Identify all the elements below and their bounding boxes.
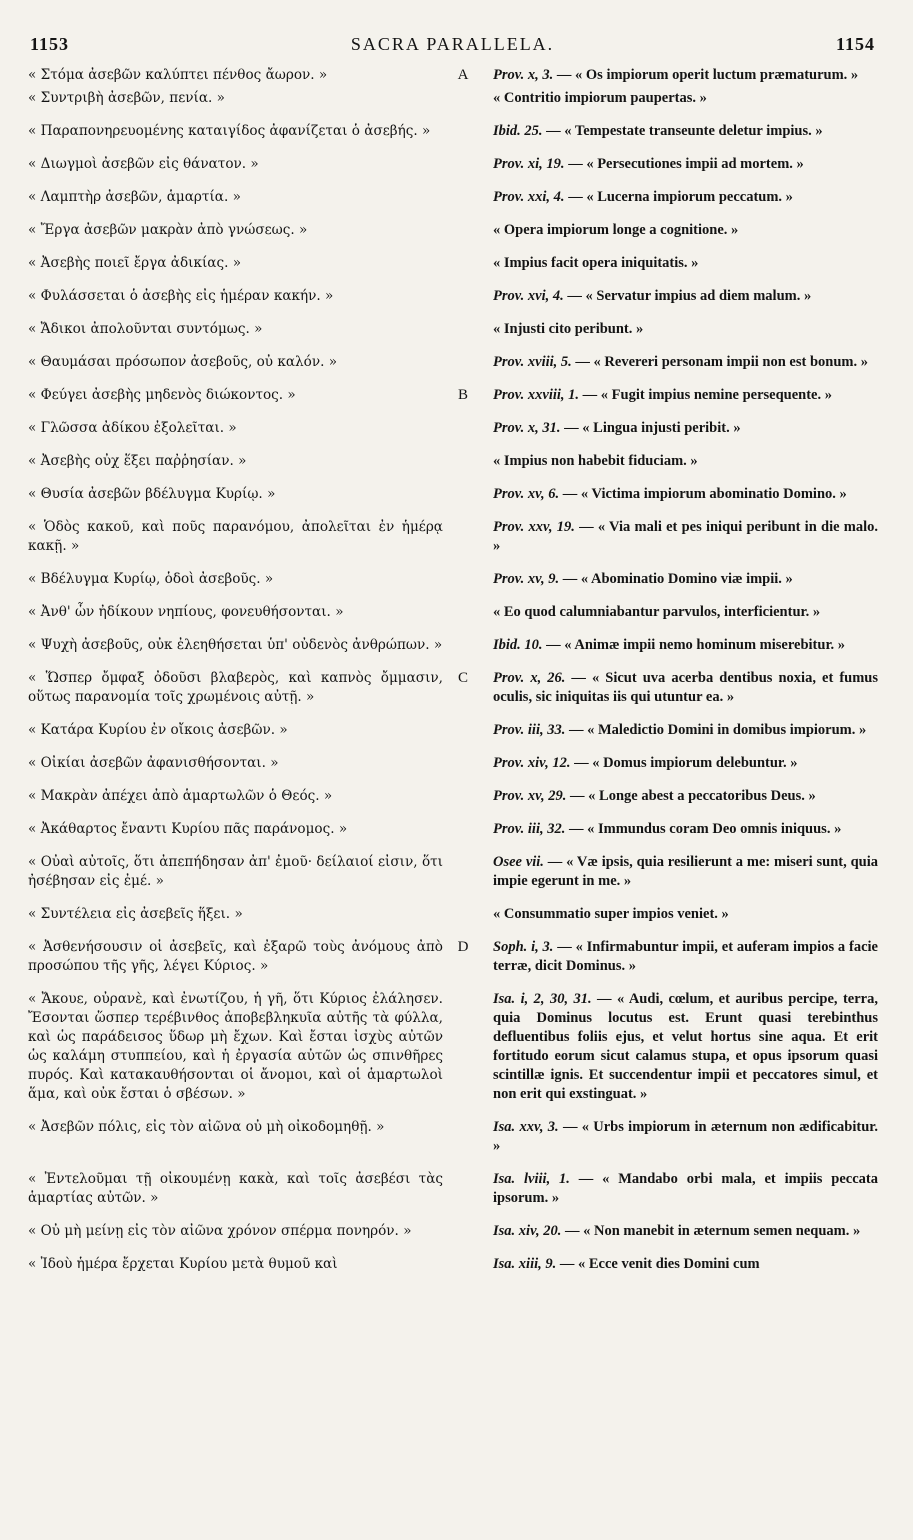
row-spacer <box>28 740 878 754</box>
latin-text <box>493 1255 878 1274</box>
verse-row <box>28 287 878 306</box>
verse-row <box>28 1118 878 1156</box>
row-spacer <box>28 405 878 419</box>
scripture-reference: Prov. iii, 32. <box>493 821 566 837</box>
greek-text: « Γλῶσσα ἀδίκου ἐξολεῖται. » <box>28 420 237 436</box>
latin-verse: « Opera impiorum longe a cognitione. » <box>493 222 739 238</box>
latin-verse: — « Via mali et pes iniqui peribunt in die malo. » <box>493 519 878 554</box>
latin-verse: — « Revereri personam impii non est bonum. » <box>575 354 868 370</box>
row-spacer <box>28 108 878 122</box>
greek-text: « Μακρὰν ἀπέχει ἀπὸ ἁμαρτωλῶν ὁ Θεός. » <box>28 788 333 804</box>
latin-text <box>493 89 878 108</box>
latin-verse: « Impius non habebit fiduciam. » <box>493 453 698 469</box>
verse-row <box>28 787 878 806</box>
greek-text: « Φυλάσσεται ὁ ἀσεβὴς εἰς ἡμέραν κακήν. » <box>28 288 334 304</box>
row-spacer <box>28 207 878 221</box>
greek-text: « Ὁδὸς κακοῦ, καὶ ποῦς παρανόμου, ἀπολεῖται ἐν ἡμέρᾳ κακῇ. » <box>28 519 443 554</box>
verse-row <box>28 122 878 141</box>
row-spacer <box>28 471 878 485</box>
scripture-reference: Prov. xviii, 5. <box>493 354 572 370</box>
scripture-reference: Isa. lviii, 1. <box>493 1171 570 1187</box>
scripture-reference: Prov. xvi, 4. <box>493 288 564 304</box>
latin-verse: « Eo quod calumniabantur parvulos, interficientur. » <box>493 604 821 620</box>
latin-verse: — « Persecutiones impii ad mortem. » <box>568 156 804 172</box>
greek-text: « Στόμα ἀσεβῶν καλύπτει πένθος ἄωρον. » <box>28 67 328 83</box>
latin-verse: — « Mandabo orbi mala, et impiis peccata ipsorum. » <box>493 1171 878 1206</box>
latin-text <box>493 518 878 556</box>
latin-verse: — « Fugit impius nemine persequente. » <box>582 387 832 403</box>
row-spacer <box>28 589 878 603</box>
latin-text <box>493 820 878 839</box>
verse-row <box>28 721 878 740</box>
greek-text: « Ἄδικοι ἀπολοῦνται συντόμως. » <box>28 321 263 337</box>
latin-text <box>493 853 878 891</box>
latin-text <box>493 938 878 976</box>
parallel-columns <box>28 66 878 1274</box>
running-title: SACRA PARALLELA. <box>350 34 555 54</box>
latin-text <box>493 122 878 141</box>
row-spacer <box>28 976 878 990</box>
latin-text <box>493 221 878 240</box>
greek-text: « Ἀκάθαρτος ἔναντι Κυρίου πᾶς παράνομος. » <box>28 821 348 837</box>
scripture-reference: Ibid. 25. <box>493 123 543 139</box>
verse-row <box>28 386 878 405</box>
row-spacer <box>28 924 878 938</box>
row-spacer <box>28 1208 878 1222</box>
latin-text <box>493 254 878 273</box>
scripture-reference: Prov. xv, 6. <box>493 486 560 502</box>
row-spacer <box>28 1104 878 1118</box>
greek-text: « Οὐαὶ αὐτοῖς, ὅτι ἀπεπήδησαν ἀπ' ἐμοῦ· δείλαιοί εἰσιν, ὅτι ἠσέβησαν εἰς ἐμέ. » <box>28 854 443 889</box>
latin-text <box>493 1222 878 1241</box>
row-spacer <box>28 707 878 721</box>
greek-text: « Θαυμάσαι πρόσωπον ἀσεβοῦς, οὐ καλόν. » <box>28 354 338 370</box>
latin-text <box>493 570 878 589</box>
row-spacer <box>28 240 878 254</box>
greek-text: « Ἀσεβὴς οὐχ ἕξει παῤῥησίαν. » <box>28 453 247 469</box>
latin-text <box>493 1170 878 1208</box>
latin-verse: « Contritio impiorum paupertas. » <box>493 90 707 106</box>
latin-verse: « Injusti cito peribunt. » <box>493 321 644 337</box>
verse-row <box>28 636 878 655</box>
row-spacer <box>28 1156 878 1170</box>
latin-text <box>493 485 878 504</box>
verse-row <box>28 254 878 273</box>
verse-row <box>28 570 878 589</box>
verse-row <box>28 754 878 773</box>
verse-row <box>28 221 878 240</box>
greek-text: « Ἄκουε, οὐρανὲ, καὶ ἐνωτίζου, ἡ γῆ, ὅτι Κύριος ἐλάλησεν. Ἔσονται ὥσπερ τερέβινθος ἀποβεβληκυῖα αὐτῆς τὰ φύλλα, καὶ ὡς παράδεισος ὕδωρ μὴ ἔχων. Καὶ ἔσται ἰσχὺς αὐτῶν ὡς καλάμη στυππείου, καὶ ἡ ἐργασία αὐτῶν ὡς σπινθῆρες πυρός. Καὶ κατακαυθήσονται οἱ ἄνομοι, καὶ οἱ ἁμαρτωλοὶ ἅμα, καὶ οὐκ ἔσται ὁ σβέσων. » <box>28 991 443 1102</box>
row-spacer <box>28 306 878 320</box>
verse-row <box>28 518 878 556</box>
latin-verse: « Impius facit opera iniquitatis. » <box>493 255 699 271</box>
latin-verse: — « Domus impiorum delebuntur. » <box>574 755 798 771</box>
latin-verse: — « Os impiorum operit luctum præmaturum. » <box>556 67 859 83</box>
greek-text: « Ἀσεβὴς ποιεῖ ἔργα ἀδικίας. » <box>28 255 242 271</box>
section-marker: C <box>457 670 468 686</box>
latin-text <box>493 452 878 471</box>
verse-row <box>28 155 878 174</box>
verse-row <box>28 452 878 471</box>
row-spacer <box>28 438 878 452</box>
latin-verse: — « Sicut uva acerba dentibus noxia, et fumus oculis, sic iniquitas iis qui utuntur ea. » <box>493 670 878 705</box>
latin-verse: — « Lucerna impiorum peccatum. » <box>568 189 793 205</box>
verse-row <box>28 89 878 108</box>
verse-row <box>28 853 878 891</box>
latin-verse: — « Victima impiorum abominatio Domino. » <box>562 486 847 502</box>
latin-verse: — « Abominatio Domino viæ impii. » <box>562 571 793 587</box>
row-spacer <box>28 174 878 188</box>
greek-text: « Παραπονηρευομένης καταιγίδος ἀφανίζεται ὁ ἀσεβής. » <box>28 123 431 139</box>
scripture-reference: Soph. i, 3. <box>493 939 554 955</box>
latin-text <box>493 905 878 924</box>
latin-text <box>493 721 878 740</box>
row-spacer <box>28 839 878 853</box>
scripture-reference: Prov. x, 26. <box>493 670 566 686</box>
row-spacer <box>28 891 878 905</box>
verse-row <box>28 320 878 339</box>
greek-text: « Συντέλεια εἰς ἀσεβεῖς ἥξει. » <box>28 906 243 922</box>
verse-row <box>28 1170 878 1208</box>
scripture-reference: Isa. xiv, 20. <box>493 1223 562 1239</box>
verse-row <box>28 603 878 622</box>
latin-text <box>493 636 878 655</box>
verse-row <box>28 905 878 924</box>
latin-verse: — « Tempestate transeunte deletur impius. » <box>546 123 823 139</box>
greek-text: « Οὐ μὴ μείνῃ εἰς τὸν αἰῶνα χρόνον σπέρμα πονηρόν. » <box>28 1223 412 1239</box>
greek-text: « Ἀσεβῶν πόλις, εἰς τὸν αἰῶνα οὐ μὴ οἰκοδομηθῇ. » <box>28 1119 385 1135</box>
latin-text <box>493 287 878 306</box>
latin-verse: — « Ecce venit dies Domini cum <box>559 1256 760 1272</box>
row-spacer <box>28 773 878 787</box>
latin-verse: — « Maledictio Domini in domibus impiorum. » <box>568 722 867 738</box>
scripture-reference: Prov. xxv, 19. <box>493 519 575 535</box>
row-spacer <box>28 372 878 386</box>
latin-verse: — « Urbs impiorum in æternum non ædificabitur. » <box>493 1119 879 1154</box>
row-spacer <box>28 556 878 570</box>
scripture-reference: Prov. xxviii, 1. <box>493 387 580 403</box>
latin-text <box>493 787 878 806</box>
scripture-reference: Ibid. 10. <box>493 637 543 653</box>
latin-text <box>493 603 878 622</box>
scripture-reference: Prov. xxi, 4. <box>493 189 565 205</box>
greek-text: « Ὥσπερ ὄμφαξ ὀδοῦσι βλαβερὸς, καὶ καπνὸς ὄμμασιν, οὕτως παρανομία τοῖς χρωμένοις αὐτῇ. » <box>28 670 443 705</box>
greek-text: « Φεύγει ἀσεβὴς μηδενὸς διώκοντος. » <box>28 387 296 403</box>
scripture-reference: Isa. i, 2, 30, 31. <box>493 991 592 1007</box>
section-marker: B <box>457 387 468 403</box>
greek-text: « Ψυχὴ ἀσεβοῦς, οὐκ ἐλεηθήσεται ὑπ' οὐδενὸς ἀνθρώπων. » <box>28 637 443 653</box>
greek-text: « Διωγμοὶ ἀσεβῶν εἰς θάνατον. » <box>28 156 259 172</box>
verse-row <box>28 990 878 1104</box>
latin-verse: — « Audi, cœlum, et auribus percipe, terra, quia Dominus locutus est. Erunt quasi terebinthus defluentibus foliis ejus, et velut hortus sine aqua. Et erit fortitudo eorum sicut calamus stupa, et opus ipsorum quasi scintillæ ignis. Et succendentur impii et peccatores simul, et non erit qui exstinguat. » <box>493 991 878 1102</box>
latin-verse: — « Infirmabuntur impii, et auferam impios a facie terræ, dicit Dominus. » <box>493 939 878 974</box>
latin-text <box>493 320 878 339</box>
section-marker: A <box>457 67 469 83</box>
verse-row <box>28 820 878 839</box>
page-header <box>30 34 875 60</box>
scripture-reference: Prov. xiv, 12. <box>493 755 571 771</box>
latin-verse: — « Lingua injusti peribit. » <box>564 420 741 436</box>
greek-text: « Οἰκίαι ἀσεβῶν ἀφανισθήσονται. » <box>28 755 279 771</box>
latin-text <box>493 386 878 405</box>
latin-text <box>493 990 878 1104</box>
row-spacer <box>28 339 878 353</box>
page-number-left: 1153 <box>30 34 70 54</box>
latin-verse: — « Servatur impius ad diem malum. » <box>567 288 812 304</box>
verse-row <box>28 938 878 976</box>
scripture-reference: Osee vii. <box>493 854 544 870</box>
scripture-reference: Isa. xxv, 3. <box>493 1119 559 1135</box>
scripture-reference: Isa. xiii, 9. <box>493 1256 557 1272</box>
scripture-reference: Prov. x, 31. <box>493 420 561 436</box>
latin-text <box>493 419 878 438</box>
greek-text: « Συντριβὴ ἀσεβῶν, πενία. » <box>28 90 226 106</box>
verse-row <box>28 188 878 207</box>
page-number-right: 1154 <box>835 34 875 54</box>
greek-text: « Ἀσθενήσουσιν οἱ ἀσεβεῖς, καὶ ἐξαρῶ τοὺς ἀνόμους ἀπὸ προσώπου τῆς γῆς, λέγει Κύριος. » <box>28 939 443 974</box>
scripture-reference: Prov. xv, 9. <box>493 571 560 587</box>
latin-text <box>493 754 878 773</box>
greek-text: « Ἔργα ἀσεβῶν μακρὰν ἀπὸ γνώσεως. » <box>28 222 308 238</box>
latin-verse: — « Longe abest a peccatoribus Deus. » <box>570 788 816 804</box>
latin-verse: — « Væ ipsis, quia resilierunt a me: miseri sunt, quia impie egerunt in me. » <box>493 854 879 889</box>
latin-verse: « Consummatio super impios veniet. » <box>493 906 729 922</box>
scripture-reference: Prov. xv, 29. <box>493 788 567 804</box>
row-spacer <box>28 504 878 518</box>
row-spacer <box>28 622 878 636</box>
verse-row <box>28 419 878 438</box>
greek-text: « Βδέλυγμα Κυρίῳ, ὁδοὶ ἀσεβοῦς. » <box>28 571 274 587</box>
greek-text: « Κατάρα Κυρίου ἐν οἴκοις ἀσεβῶν. » <box>28 722 288 738</box>
verse-row <box>28 1222 878 1241</box>
row-spacer <box>28 1241 878 1255</box>
latin-text <box>493 1118 878 1156</box>
latin-text <box>493 669 878 707</box>
latin-text <box>493 66 878 85</box>
latin-verse: — « Non manebit in æternum semen nequam. » <box>564 1223 861 1239</box>
greek-text: « Ἀνθ' ὧν ἠδίκουν νηπίους, φονευθήσονται. » <box>28 604 344 620</box>
row-spacer <box>28 141 878 155</box>
greek-text: « Ἐντελοῦμαι τῇ οἰκουμένῃ κακὰ, καὶ τοῖς ἀσεβέσι τὰς ἁμαρτίας αὐτῶν. » <box>28 1171 443 1206</box>
verse-row <box>28 353 878 372</box>
scripture-reference: Prov. iii, 33. <box>493 722 566 738</box>
row-spacer <box>28 806 878 820</box>
greek-text: « Λαμπτὴρ ἀσεβῶν, ἁμαρτία. » <box>28 189 241 205</box>
greek-text: « Ἰδοὺ ἡμέρα ἔρχεται Κυρίου μετὰ θυμοῦ καὶ <box>28 1256 338 1272</box>
verse-row <box>28 66 878 85</box>
latin-verse: — « Immundus coram Deo omnis iniquus. » <box>568 821 842 837</box>
scripture-reference: Prov. xi, 19. <box>493 156 565 172</box>
greek-text: « Θυσία ἀσεβῶν βδέλυγμα Κυρίῳ. » <box>28 486 276 502</box>
scripture-reference: Prov. x, 3. <box>493 67 554 83</box>
latin-text <box>493 188 878 207</box>
verse-row <box>28 669 878 707</box>
latin-text <box>493 155 878 174</box>
latin-text <box>493 353 878 372</box>
latin-verse: — « Animæ impii nemo hominum miserebitur. » <box>546 637 846 653</box>
row-spacer <box>28 655 878 669</box>
verse-row <box>28 485 878 504</box>
verse-row <box>28 1255 878 1274</box>
section-marker: D <box>457 939 469 955</box>
row-spacer <box>28 273 878 287</box>
